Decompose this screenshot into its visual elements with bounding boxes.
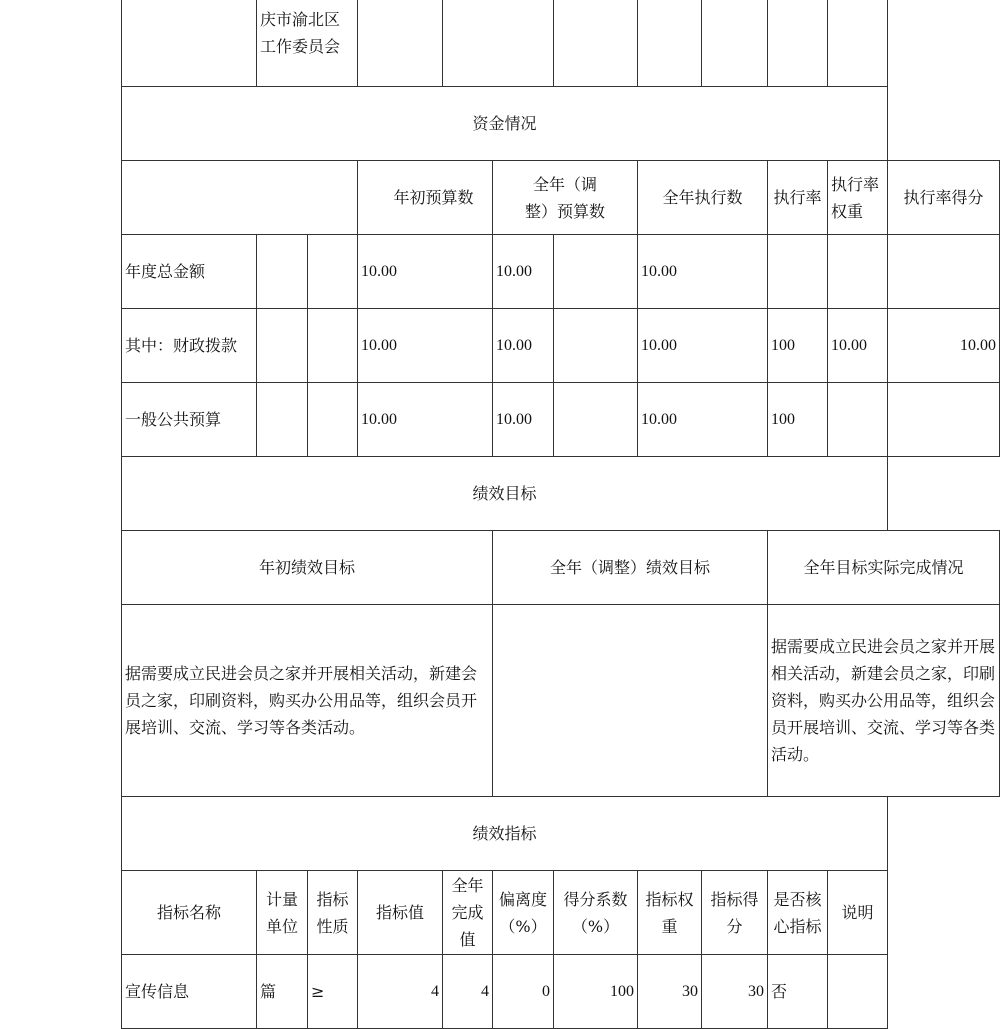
header-unit: 计量单位 (257, 871, 308, 955)
funds-row-adjusted: 10.00 (493, 235, 554, 309)
indicator-deviation: 0 (493, 955, 554, 1029)
org-row (122, 0, 1000, 87)
funds-row (122, 309, 1000, 383)
indicators-section-title: 绩效指标 (122, 797, 888, 871)
header-is-core: 是否核心指标 (768, 871, 828, 955)
indicator-unit: 篇 (257, 955, 308, 1029)
header-completed: 全年完成值 (443, 871, 493, 955)
funds-row-initial: 10.00 (358, 383, 493, 457)
header-actual-goal: 全年目标实际完成情况 (768, 531, 1000, 605)
indicators-header-row (122, 871, 1000, 955)
header-adjusted-budget: 全年（调 整）预算数 (493, 161, 638, 235)
indicator-name: 宣传信息 (122, 955, 257, 1029)
indicator-row (122, 955, 1000, 1029)
header-score: 指标得分 (702, 871, 768, 955)
header-indicator-name: 指标名称 (122, 871, 257, 955)
funds-row-adjusted: 10.00 (493, 383, 554, 457)
header-initial-goal: 年初绩效目标 (122, 531, 493, 605)
header-adjusted-goal: 全年（调整）绩效目标 (493, 531, 768, 605)
funds-row-adjusted: 10.00 (493, 309, 554, 383)
indicator-coefficient: 100 (554, 955, 638, 1029)
funds-row-label: 年度总金额 (122, 235, 257, 309)
actual-goal-text: 据需要成立民进会员之家并开展相关活动，新建会员之家，印刷资料，购买办公用品等，组织会员开展培训、交流、学习等各类活动。 (768, 605, 1000, 797)
funds-row-rate: 100 (768, 383, 828, 457)
funds-row-score: 10.00 (888, 309, 1000, 383)
header-rate-weight: 执行率权重 (828, 161, 888, 235)
indicator-completed: 4 (443, 955, 493, 1029)
header-exec-rate: 执行率 (768, 161, 828, 235)
indicator-is-core: 否 (768, 955, 828, 1029)
funds-row-rate: 100 (768, 309, 828, 383)
org-name-line1: 庆市渝北区 (260, 10, 341, 29)
funds-row-initial: 10.00 (358, 309, 493, 383)
funds-row-executed: 10.00 (638, 383, 768, 457)
funds-row (122, 235, 1000, 309)
funds-section-title: 资金情况 (122, 87, 888, 161)
funds-row-rate (768, 235, 828, 309)
initial-goal-text: 据需要成立民进会员之家并开展相关活动，新建会员之家，印刷资料，购买办公用品等，组织会员开展培训、交流、学习等各类活动。 (122, 605, 493, 797)
funds-row-score (888, 383, 1000, 457)
indicator-weight: 30 (638, 955, 702, 1029)
goals-section-title: 绩效目标 (122, 457, 888, 531)
funds-row-weight: 10.00 (828, 309, 888, 383)
org-name-cell (257, 0, 358, 87)
indicator-note (828, 955, 888, 1029)
funds-header-row (122, 161, 1000, 235)
indicator-score: 30 (702, 955, 768, 1029)
funds-row-weight (828, 235, 888, 309)
funds-row-executed: 10.00 (638, 235, 768, 309)
header-nature: 指标性质 (308, 871, 358, 955)
org-name-line2: 工作委员会 (260, 37, 341, 56)
performance-table (121, 0, 1000, 1029)
indicator-nature: ≥ (308, 955, 358, 1029)
header-weight: 指标权重 (638, 871, 702, 955)
indicator-value: 4 (358, 955, 443, 1029)
funds-row-weight (828, 383, 888, 457)
header-rate-score: 执行率得分 (888, 161, 1000, 235)
funds-row-executed: 10.00 (638, 309, 768, 383)
header-deviation: 偏离度（%） (493, 871, 554, 955)
goals-content-row (122, 605, 1000, 797)
funds-row-label: 一般公共预算 (122, 383, 257, 457)
header-coefficient: 得分系数（%） (554, 871, 638, 955)
header-indicator-value: 指标值 (358, 871, 443, 955)
adjusted-goal-text (493, 605, 768, 797)
funds-row-initial: 10.00 (358, 235, 493, 309)
funds-row-score (888, 235, 1000, 309)
header-initial-budget: 年初预算数 (358, 161, 493, 235)
goals-header-row (122, 531, 1000, 605)
funds-row-label: 其中：财政拨款 (122, 309, 257, 383)
funds-row (122, 383, 1000, 457)
header-executed: 全年执行数 (638, 161, 768, 235)
header-note: 说明 (828, 871, 888, 955)
